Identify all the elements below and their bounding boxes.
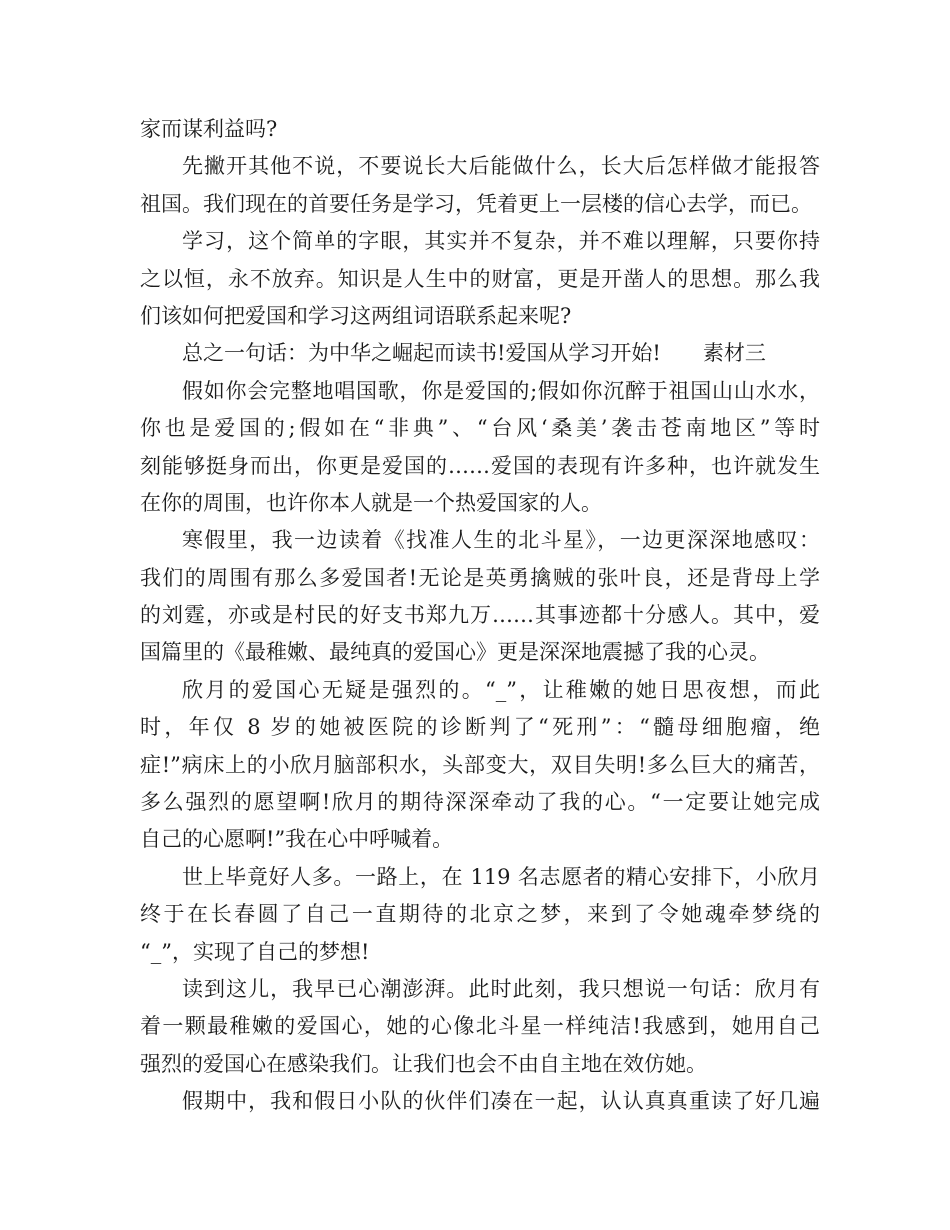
text-line: 国篇里的《最稚嫩、最纯真的爱国心》更是深深地震撼了我的心灵。: [140, 640, 770, 665]
text-line: “_”，实现了自己的梦想!: [140, 939, 370, 964]
text-line: 在你的周围，也许你本人就是一个热爱国家的人。: [140, 490, 602, 515]
text-line: 之以恒，永不放弃。知识是人生中的财富，更是开凿人的思想。那么我: [140, 266, 820, 291]
text-line: 祖国。我们现在的首要任务是学习，凭着更上一层楼的信心去学，而已。: [140, 191, 812, 216]
text-line: 自己的心愿啊!”我在心中呼喊着。: [140, 827, 454, 852]
text-line: 多么强烈的愿望啊!欣月的期待深深牵动了我的心。“一定要让她完成: [140, 790, 820, 815]
text-line: 先撇开其他不说，不要说长大后能做什么，长大后怎样做才能报答: [182, 154, 820, 179]
text-line: 读到这儿，我早已心潮澎湃。此时此刻，我只想说一句话：欣月有: [182, 976, 820, 1001]
text-line: 假期中，我和假日小队的伙伴们凑在一起，认认真真重读了好几遍: [182, 1089, 820, 1114]
text-line: 时，年仅 8 岁的她被医院的诊断判了“死刑”：“髓母细胞瘤，绝: [140, 715, 820, 740]
text-line: 们该如何把爱国和学习这两组词语联系起来呢?: [140, 303, 572, 328]
text-line: 学习，这个简单的字眼，其实并不复杂，并不难以理解，只要你持: [182, 229, 820, 254]
text-line: 的刘霆，亦或是村民的好支书郑九万……其事迹都十分感人。其中，爱: [140, 603, 820, 628]
text-line: 刻能够挺身而出，你更是爱国的……爱国的表现有许多种，也许就发生: [140, 453, 820, 478]
text-line: 家而谋利益吗?: [140, 117, 278, 141]
text-line: 终于在长春圆了自己一直期待的北京之梦，来到了令她魂牵梦绕的: [140, 902, 820, 927]
text-line: 世上毕竟好人多。一路上，在 119 名志愿者的精心安排下，小欣月: [182, 864, 820, 889]
text-line: 着一颗最稚嫩的爱国心，她的心像北斗星一样纯洁!我感到，她用自己: [140, 1014, 820, 1039]
text-line: 强烈的爱国心在感染我们。让我们也会不由自主地在效仿她。: [140, 1051, 707, 1076]
text-line: 症!”病床上的小欣月脑部积水，头部变大，双目失明!多么巨大的痛苦，: [140, 752, 820, 777]
text-line: 你也是爱国的;假如在“非典”、“台风‘桑美’袭击苍南地区”等时: [140, 416, 820, 441]
body-text: [140, 111, 820, 1121]
text-line: 寒假里，我一边读着《找准人生的北斗星》，一边更深深地感叹：: [182, 528, 820, 553]
text-line: 我们的周围有那么多爱国者!无论是英勇擒贼的张叶良，还是背母上学: [140, 565, 820, 590]
text-line: 总之一句话：为中华之崛起而读书!爱国从学习开始! 素材三: [182, 341, 766, 366]
text-line: 假如你会完整地唱国歌，你是爱国的;假如你沉醉于祖国山山水水，: [182, 378, 820, 403]
text-line: 欣月的爱国心无疑是强烈的。“_”，让稚嫩的她日思夜想，而此: [182, 677, 820, 702]
